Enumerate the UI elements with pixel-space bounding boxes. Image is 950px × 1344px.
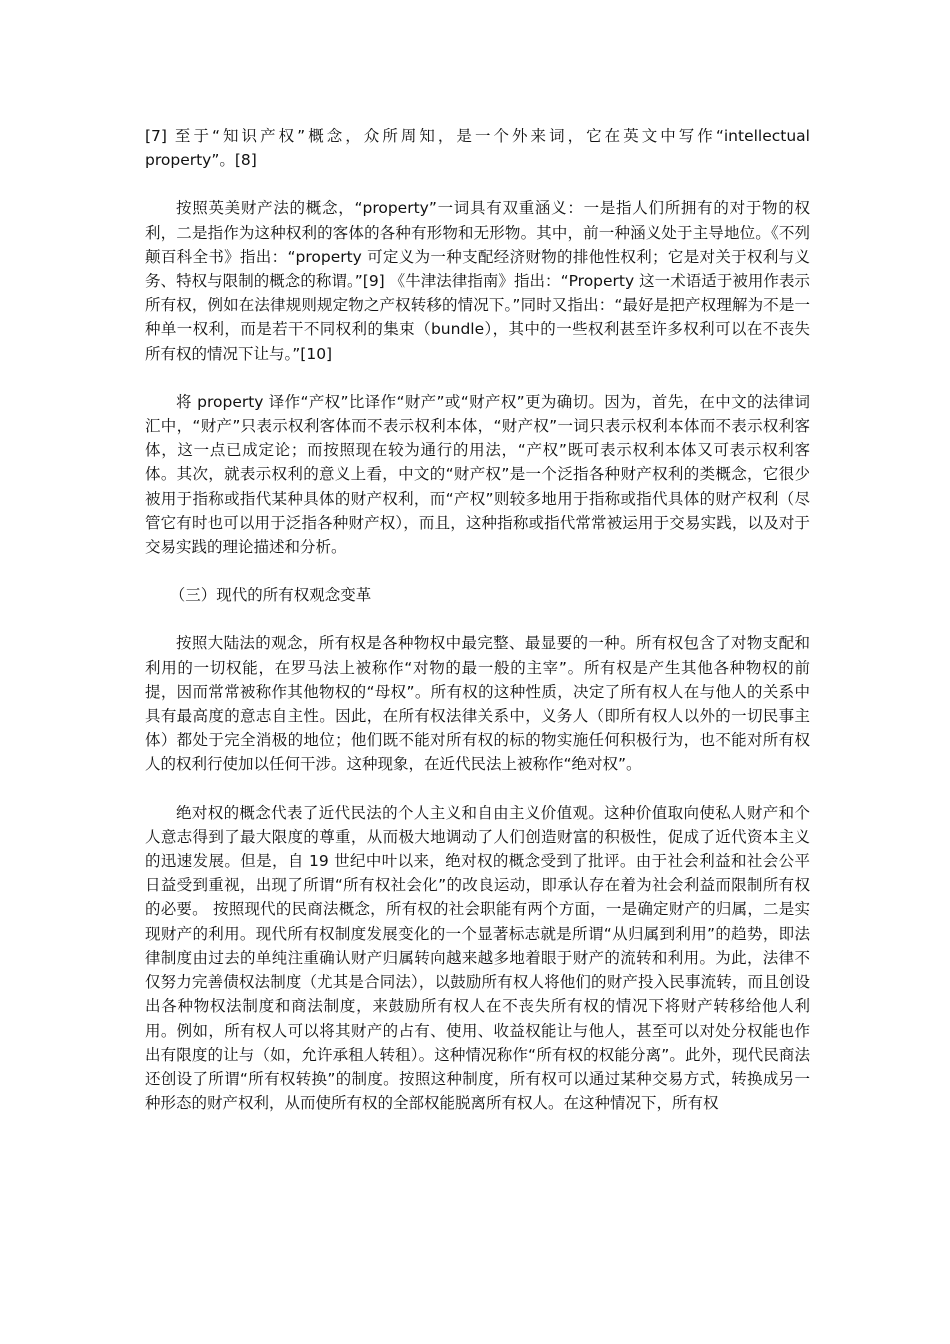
paragraph-civil-law-ownership: 按照大陆法的观念，所有权是各种物权中最完整、最显要的一种。所有权包含了对物支配和利用的一切权能，在罗马法上被称作“对物的最一般的主宰”。所有权是产生其他各种物权的前提，因而常常被称作其他物权的“母权”。所有权的这种性质，决定了所有权人在与他人的关系中具有最高度的意志自主性。因此，在所有权法律关系中，义务人（即所有权人以外的一切民事主体）都处于完全消极的地位；他们既不能对所有权的标的物实施任何积极行为，也不能对所有权人的权利行使加以任何干涉。这种现象，在近代民法上被称作“绝对权”。 xyxy=(145,634,810,774)
section-heading: （三）现代的所有权观念变革 xyxy=(169,586,372,605)
document-page xyxy=(145,124,810,1139)
paragraph-property-concept: 按照英美财产法的概念，“property”一词具有双重涵义：一是指人们所拥有的对于物的权利，二是指作为这种权利的客体的各种有形物和无形物。其中，前一种涵义处于主导地位。《不列颠百科全书》指出：“property 可定义为一种支配经济财物的排他性权利；它是对关于权利与义务、特权与限制的概念的称谓。”[9] 《牛津法律指南》指出：“Property 这一术语适于被用作表示所有权，例如在法律规则规定物之产权转移的情况下。”同时又指出：“最好是把产权理解为不是一种单一权利，而是若干不同权利的集束（bundle），其中的一些权利甚至许多权利可以在不丧失所有权的情况下让与。”[10] xyxy=(145,199,810,363)
paragraph-absolute-right: 绝对权的概念代表了近代民法的个人主义和自由主义价值观。这种价值取向使私人财产和个人意志得到了最大限度的尊重，从而极大地调动了人们创造财富的积极性，促成了近代资本主义的迅速发展。但是，自 19 世纪中叶以来，绝对权的概念受到了批评。由于社会利益和社会公平日益受到重视，出现了所谓“所有权社会化”的改良运动，即承认存在着为社会利益而限制所有权的必要。 按照现代的民商法概念，所有权的社会职能有两个方面，一是确定财产的归属，二是实现财产的利用。现代所有权制度发展变化的一个显著标志就是所谓“从归属到利用”的趋势，即法律制度由过去的单纯注重确认财产归属转向越来越多地着眼于财产的流转和利用。为此，法律不仅努力完善债权法制度（尤其是合同法），以鼓励所有权人将他们的财产投入民事流转，而且创设出各种物权法制度和商法制度，来鼓励所有权人在不丧失所有权的情况下将财产转移给他人利用。例如，所有权人可以将其财产的占有、使用、收益权能让与他人，甚至可以对处分权能也作出有限度的让与（如，允许承租人转租）。这种情况称作“所有权的权能分离”。此外，现代民商法还创设了所谓“所有权转换”的制度。按照这种制度，所有权可以通过某种交易方式，转换成另一种形态的财产权利，从而使所有权的全部权能脱离所有权人。在这种情况下，所有权 xyxy=(145,803,810,1113)
paragraph-footnote-7: [7] 至于“知识产权”概念，众所周知，是一个外来词，它在英文中写作“intellectual property”。[8] xyxy=(145,127,810,170)
paragraph-translation: 将 property 译作“产权”比译作“财产”或“财产权”更为确切。因为，首先，在中文的法律词汇中，“财产”只表示权利客体而不表示权利本体，“财产权”一词只表示权利本体而不表示权利客体，这一点已成定论；而按照现在较为通行的用法，“产权”既可表示权利本体又可表示权利客体。其次，就表示权利的意义上看，中文的“财产权”是一个泛指各种财产权利的类概念，它很少被用于指称或指代某种具体的财产权利，而“产权”则较多地用于指称或指代具体的财产权利（尽管它有时也可以用于泛指各种财产权），而且，这种指称或指代常常被运用于交易实践，以及对于交易实践的理论描述和分析。 xyxy=(145,392,810,557)
